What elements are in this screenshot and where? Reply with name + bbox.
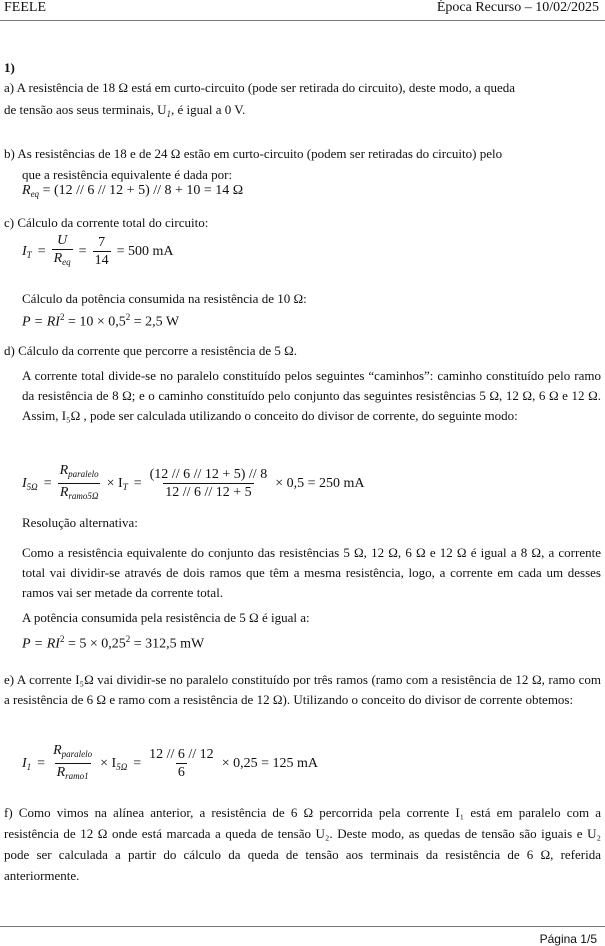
c-power-end: = 2,5 W (130, 314, 180, 330)
b-line-1: b) As resistências de 18 e de 24 Ω estão em curto-circuito (podem ser retiradas do circuito) pelo (4, 146, 503, 161)
a-line-2 (4, 102, 245, 119)
d-div-result: × 0,5 = 250 mA (275, 475, 365, 491)
d-p5-lhs: P = RI (22, 636, 60, 652)
b-equation (22, 183, 243, 199)
d-line-1: d) Cálculo da corrente que percorre a resistência de 5 Ω. (4, 343, 297, 358)
c-line-2: Cálculo da potência consumida na resistência de 10 Ω: (22, 291, 307, 306)
d-paragraph-1: A corrente total divide-se no paralelo constituído pelos seguintes “caminhos”: caminho constituído pelo ramo da resistência de 8 Ω; e o caminho constituído pelo conjunto das seguintes resistências 5 Ω, 12 Ω, 6 Ω e 12 Ω. Assim, I₅Ω , pode ser calculada utilizando o conceito do divisor de corrente, do seguinte modo: (22, 368, 601, 423)
e-mid: × I (100, 755, 117, 771)
header-right: Época Recurso – 10/02/2025 (436, 0, 599, 15)
d-p5-mid: = 5 × 0,25 (64, 636, 126, 652)
e-eq-lhs: I (22, 755, 27, 771)
d-divider-equation: $I_{5\Omega}$ = $\frac{R_{paralelo}}{R_{ramo5\Omega}}$ × $I_T$ = $\frac{(12 // 6 // 12 + 5) // 8}{12 // 6 // 12 + 5}$ × 0,5 = 250 mA (22, 462, 365, 505)
c-power-equation: $P = RI^2 = 10 \times 0,5^2 = 2,5$ W (22, 312, 180, 330)
e-frac-num: 12 // 6 // 12 (149, 747, 214, 762)
e-frac (147, 746, 216, 781)
d-div-frac-den: 12 // 6 // 12 + 5 (165, 485, 252, 500)
c-current-equation: $I_T$ = $\frac{U}{R_{eq}}$ = $\frac{7}{14}$ = 500 mA (22, 232, 173, 271)
e-frac-den: 6 (177, 765, 185, 780)
d-div-num-sub: paralelo (68, 469, 99, 479)
c-frac-2 (93, 234, 111, 269)
d-div-den-sub: ramo5Ω (68, 491, 99, 501)
a-text-end: , é igual a 0 V. (170, 102, 246, 117)
header-rule (0, 20, 605, 21)
c-frac-1-num: U (57, 233, 68, 248)
footer-rule (0, 926, 605, 927)
d-p5-end: = 312,5 mW (130, 636, 205, 652)
c-it-sub: T (26, 249, 32, 260)
d-div-frac-num: (12 // 6 // 12 + 5) // 8 (149, 467, 268, 482)
d-div-mid: × I (106, 475, 123, 491)
e-eq-lhs-sub: 1 (26, 761, 32, 772)
d-div-mid-sub: T (122, 481, 128, 492)
d-power-equation: $P = RI^2 = 5 \times 0,25^2 = 312,5$ mW (22, 634, 205, 652)
d-div-frac (148, 466, 270, 501)
c-it-result: = 500 mA (116, 243, 174, 259)
b-line-2: que a resistência equivalente é dada por: (22, 167, 233, 182)
d-paragraph-2: Como a resistência equivalente do conjunto das resistências 5 Ω, 12 Ω, 6 Ω e 12 Ω é igual a 8 Ω, a corrente total vai dividir-se através de dois ramos que têm a mesma resistência, logo, a corrente em cada um desses ramos vai ser metade da corrente total. (22, 545, 601, 600)
c-it-lhs: I (22, 243, 27, 259)
e-num-sub: paralelo (61, 749, 93, 759)
a-text: de tensão aos seus terminais, U (4, 102, 167, 117)
e-divider-equation: $I_1$ = $\frac{R_{paralelo}}{R_{ramo1}}$ × $I_{5\Omega}$ = $\frac{12 // 6 // 12}{6}$ × 0,25 = 125 mA (22, 742, 318, 785)
b-eq-rhs: = (12 // 6 // 12 + 5) // 8 + 10 = 14 Ω (42, 183, 244, 198)
a-line-1: a) A resistência de 18 Ω está em curto-circuito (pode ser retirada do circuito), deste modo, a queda (4, 80, 516, 95)
e-mid-sub: 5Ω (116, 761, 128, 772)
c-frac-2-num: 7 (98, 235, 106, 250)
e-result: × 0,25 = 125 mA (221, 755, 318, 771)
d-alt-label: Resolução alternativa: (22, 515, 138, 530)
d-div-num: R (59, 463, 69, 478)
b-eq-lhs: R (22, 183, 31, 198)
d-div-lhs-sub: 5Ω (26, 481, 38, 492)
header-left: FEELE (4, 0, 46, 15)
e-num: R (53, 743, 62, 758)
c-frac-1-den: R (53, 251, 63, 266)
c-frac-1-den-sub: eq (62, 257, 71, 267)
e-paragraph: e) A corrente I₅Ω vai dividir-se no paralelo constituído por três ramos (ramo com a resistência de 12 Ω, ramo com a resistência de 6 Ω e ramo com a resistência de 12 Ω). Utilizando o conceito do divisor de corrente obtemos: (4, 672, 601, 707)
d-div-ratio (58, 462, 101, 505)
question-number: 1) (4, 60, 15, 75)
d-div-den: R (59, 485, 69, 500)
c-line-1: c) Cálculo da corrente total do circuito: (4, 215, 209, 230)
d-paragraph-3: A potência consumida pela resistência de 5 Ω é igual a: (22, 610, 310, 625)
page-number: Página 1/5 (539, 932, 597, 946)
f-paragraph: f) Como vimos na alínea anterior, a resistência de 6 Ω percorrida pela corrente I₁ está em paralelo com a resistência de 12 Ω onde está marcada a queda de tensão U₂. Deste modo, as quedas de tensão são iguais e U₂ pode ser calculada a partir do cálculo da queda de tensão aos terminais da resistência de 6 Ω, referida anteriormente. (4, 805, 601, 883)
c-frac-2-den: 14 (94, 253, 109, 268)
c-frac-1 (52, 232, 73, 271)
c-power-mid: = 10 × 0,5 (64, 314, 126, 330)
a-sub: 1 (166, 109, 171, 119)
c-power-lhs: P = RI (22, 314, 60, 330)
e-ratio (51, 742, 94, 785)
e-den: R (56, 765, 66, 780)
e-den-sub: ramo1 (65, 771, 89, 781)
d-div-lhs: I (22, 475, 27, 491)
b-eq-sub: eq (30, 189, 40, 199)
